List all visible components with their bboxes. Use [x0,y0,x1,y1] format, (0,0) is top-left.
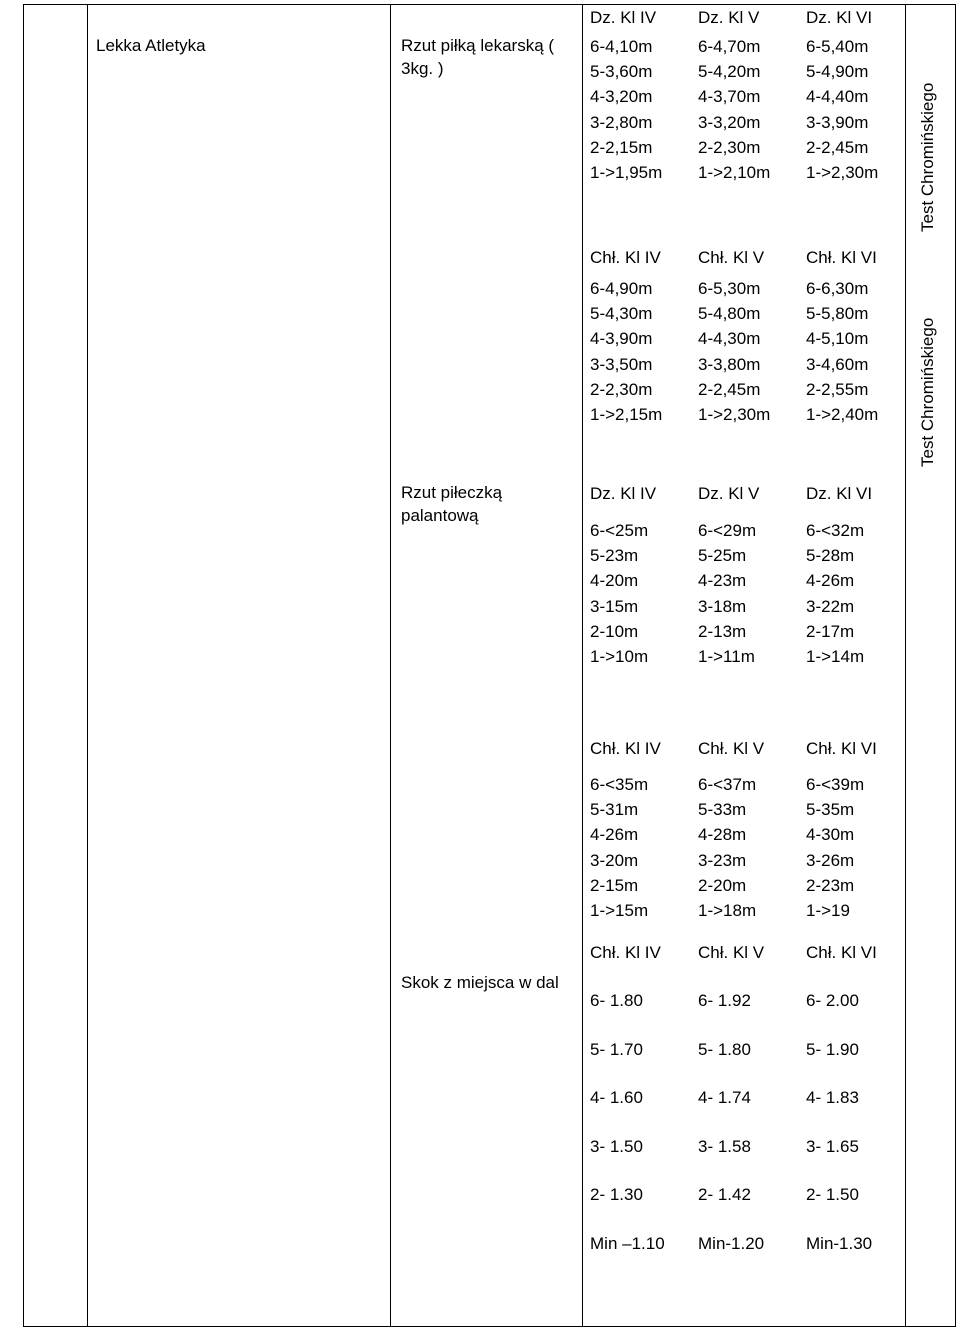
score-entry: 4-5,10m [806,329,869,349]
table-divider-4 [905,4,906,1327]
score-entry: 5-23m [590,546,639,566]
table-divider-3 [582,4,583,1327]
score-entry: 1->2,15m [590,405,663,425]
class-header: Dz. Kl IV [590,8,657,27]
score-entry: 6-<35m [590,775,649,794]
score-entry: 4- 1.60 [590,1088,643,1108]
score-entry: 4-3,20m [590,87,653,107]
score-entry: 4-28m [698,825,747,845]
table-divider-2 [390,4,391,1327]
score-entry: 2-2,45m [698,379,761,399]
score-entry: 2-2,55m [806,379,869,399]
score-entry: 6-<29m [698,521,757,540]
class-header: Chł. Kl IV [590,248,661,267]
score-column [590,991,665,1283]
class-header: Dz. Kl V [698,484,760,503]
class-header: Chł. Kl VI [806,248,877,267]
score-entry: 5-4,30m [590,304,653,324]
score-entry: 1->2,10m [698,163,771,183]
score-entry: 5-31m [590,800,639,820]
score-entry: 3-22m [806,596,855,616]
score-column [590,518,648,669]
score-entry: 1->18m [698,901,757,921]
score-entry: 3-4,60m [806,354,869,374]
score-entry: 2-2,15m [590,137,653,157]
event-name-palant-ball: Rzut piłeczką palantową [401,483,503,525]
score-entry: 2-17m [806,621,855,641]
score-entry: 6-6,30m [806,279,869,298]
score-entry: 2-2,30m [590,379,653,399]
score-entry: 3-23m [698,850,747,870]
score-entry: 5-4,20m [698,62,761,82]
score-column [698,772,756,923]
score-column [698,276,770,427]
score-entry: 3-3,80m [698,354,761,374]
table-border-bottom [23,1326,955,1327]
score-entry: 6-4,70m [698,37,761,56]
score-column [590,276,662,427]
score-entry: 3-26m [806,850,855,870]
score-entry: 6-5,40m [806,37,869,56]
score-entry: 5- 1.70 [590,1039,643,1059]
score-entry: 6-<25m [590,521,649,540]
score-entry: 4-4,40m [806,87,869,107]
score-entry: 3- 1.58 [698,1136,751,1156]
score-entry: 1->1,95m [590,163,663,183]
score-entry: 3-20m [590,850,639,870]
score-entry: 3-3,90m [806,112,869,132]
score-entry: 4-3,70m [698,87,761,107]
class-header: Dz. Kl IV [590,484,657,503]
score-entry: 2- 1.50 [806,1185,859,1205]
table-border-top [23,4,955,5]
score-entry: 4-26m [806,571,855,591]
score-entry: 2-20m [698,875,747,895]
score-entry: 4-4,30m [698,329,761,349]
class-header: Dz. Kl V [698,8,760,27]
score-entry: 1->15m [590,901,649,921]
class-header: Dz. Kl VI [806,484,873,503]
score-entry: 2- 1.30 [590,1185,643,1205]
score-entry: 6-4,10m [590,37,653,56]
table-border-right [955,4,956,1327]
class-header: Chł. Kl IV [590,739,661,758]
score-entry: 1->14m [806,647,865,667]
class-header: Chł. Kl VI [806,943,877,962]
class-header: Chł. Kl VI [806,739,877,758]
event-name-standing-long-jump: Skok z miejsca w dal [401,973,559,992]
score-entry: 5-33m [698,800,747,820]
score-entry: 5-5,80m [806,304,869,324]
score-entry: 2-15m [590,875,639,895]
score-entry: 5- 1.80 [698,1039,751,1059]
score-entry: 6-<39m [806,775,865,794]
score-column [590,772,648,923]
side-label-test: Test Chromińskiego [918,317,937,467]
class-header: Chł. Kl V [698,248,765,267]
score-entry: 5-4,90m [806,62,869,82]
score-entry: 3-3,20m [698,112,761,132]
score-entry: 5- 1.90 [806,1039,859,1059]
score-column [806,772,864,923]
score-entry: 6-5,30m [698,279,761,298]
score-column [698,991,764,1283]
score-entry: 2- 1.42 [698,1185,751,1205]
score-entry: 3-2,80m [590,112,653,132]
score-column [806,518,864,669]
score-entry: 6- 1.92 [698,991,751,1010]
score-column [698,518,756,669]
score-column [806,276,878,427]
score-entry: 4-30m [806,825,855,845]
score-entry: 6-4,90m [590,279,653,298]
score-entry: 1->2,30m [806,163,879,183]
table-divider-1 [87,4,88,1327]
score-entry: Min-1.30 [806,1233,873,1253]
score-entry: 2-23m [806,875,855,895]
score-entry: 4- 1.83 [806,1088,859,1108]
score-entry: 5-3,60m [590,62,653,82]
score-entry: 4- 1.74 [698,1088,751,1108]
table-border-left [23,4,24,1327]
score-column [806,34,878,185]
score-entry: 6- 1.80 [590,991,643,1010]
side-label-test: Test Chromińskiego [918,82,937,232]
score-entry: 5-25m [698,546,747,566]
score-entry: 3-18m [698,596,747,616]
score-entry: 1->11m [698,647,755,667]
score-entry: 4-3,90m [590,329,653,349]
event-name-medicine-ball: Rzut piłką lekarską ( 3kg. ) [401,36,555,78]
score-entry: Min –1.10 [590,1233,665,1253]
score-entry: 1->2,30m [698,405,771,425]
score-entry: 4-26m [590,825,639,845]
score-entry: 5-4,80m [698,304,761,324]
score-column [806,991,872,1283]
score-entry: 1->10m [590,647,649,667]
class-header: Dz. Kl VI [806,8,873,27]
score-column [590,34,662,185]
score-entry: Min-1.20 [698,1233,765,1253]
score-entry: 6- 2.00 [806,991,859,1010]
class-header: Chł. Kl V [698,943,765,962]
score-entry: 5-28m [806,546,855,566]
class-header: Chł. Kl IV [590,943,661,962]
score-entry: 1->19 [806,901,850,921]
score-entry: 2-2,45m [806,137,869,157]
score-entry: 3-15m [590,596,639,616]
score-entry: 3- 1.65 [806,1136,859,1156]
score-entry: 6-<32m [806,521,865,540]
score-entry: 6-<37m [698,775,757,794]
score-entry: 2-2,30m [698,137,761,157]
score-entry: 2-13m [698,621,747,641]
score-entry: 3- 1.50 [590,1136,643,1156]
score-entry: 1->2,40m [806,405,879,425]
discipline-label: Lekka Atletyka [96,36,206,55]
score-entry: 5-35m [806,800,855,820]
score-entry: 4-20m [590,571,639,591]
score-column [698,34,770,185]
score-entry: 3-3,50m [590,354,653,374]
score-entry: 4-23m [698,571,747,591]
class-header: Chł. Kl V [698,739,765,758]
score-entry: 2-10m [590,621,639,641]
